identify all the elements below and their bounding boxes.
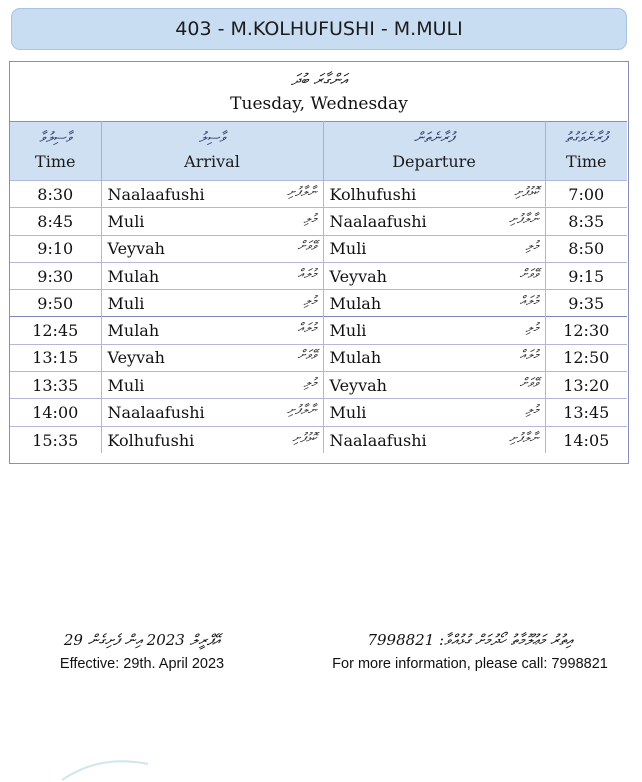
arrival-cell bbox=[101, 208, 323, 235]
schedule-row bbox=[10, 208, 627, 235]
departure-time-cell: 13:20 bbox=[545, 372, 627, 399]
departure-cell bbox=[323, 372, 545, 399]
arrival-cell bbox=[101, 399, 323, 426]
place-name-dv: ނާލާފުށި bbox=[286, 184, 317, 200]
days-english: Tuesday, Wednesday bbox=[230, 93, 408, 114]
schedule-table bbox=[10, 121, 627, 453]
place-name-en: Veyvah bbox=[329, 266, 387, 286]
arrival-cell bbox=[101, 426, 323, 453]
departure-time-cell: 14:05 bbox=[545, 426, 627, 453]
schedule-row bbox=[10, 262, 627, 289]
departure-time-cell: 12:30 bbox=[545, 317, 627, 344]
schedule-row bbox=[10, 426, 627, 453]
header-departure-time-en: Time bbox=[566, 152, 607, 171]
departure-cell bbox=[323, 426, 545, 453]
arrival-time-cell: 14:00 bbox=[10, 399, 101, 426]
contact-info-dv: އިތުރު މަޢުލޫމާތު ހޯދުމަށް ގުޅުއްވާ: 7998821 bbox=[367, 631, 573, 649]
arrival-cell bbox=[101, 181, 323, 208]
schedule-row bbox=[10, 372, 627, 399]
header-arrival-time bbox=[10, 122, 101, 181]
place-name-dv: ވޭވަށް bbox=[519, 375, 539, 391]
effective-date-dv: 29 އޭޕްރީލް 2023 އިން ފެށިގެން bbox=[63, 631, 221, 649]
effective-date-en: Effective: 29th. April 2023 bbox=[59, 656, 225, 672]
days-dhivehi: އަންގާރަ ބުދަ bbox=[290, 69, 348, 89]
route-title-text: 403 - M.KOLHUFUSHI - M.MULI bbox=[175, 18, 463, 40]
place-name-en: Veyvah bbox=[107, 348, 165, 368]
departure-cell bbox=[323, 262, 545, 289]
place-name-en: Muli bbox=[329, 403, 367, 423]
place-name-en: Mulah bbox=[107, 266, 160, 286]
arrival-time-cell: 9:10 bbox=[10, 235, 101, 262]
arrival-cell bbox=[101, 235, 323, 262]
header-departure bbox=[323, 122, 545, 181]
place-name-en: Naalaafushi bbox=[107, 184, 205, 204]
place-name-dv: ކޮޅުފުށި bbox=[292, 430, 317, 446]
logo-swoosh-icon bbox=[60, 752, 150, 782]
place-name-dv: މުލައް bbox=[297, 266, 317, 282]
place-name-en: Naalaafushi bbox=[329, 430, 427, 450]
arrival-time-cell: 8:30 bbox=[10, 181, 101, 208]
header-arrival-dv: ވާސިލު bbox=[198, 130, 226, 146]
arrival-time-cell: 12:45 bbox=[10, 317, 101, 344]
schedule-header-row bbox=[10, 122, 627, 181]
contact-info-en: For more information, please call: 7998821 bbox=[332, 656, 608, 672]
header-arrival-en: Arrival bbox=[184, 152, 240, 171]
schedule-row bbox=[10, 344, 627, 371]
header-departure-time-dv: ފުރާނެވަގުތު bbox=[565, 130, 608, 146]
schedule-row bbox=[10, 235, 627, 262]
place-name-en: Kolhufushi bbox=[107, 430, 195, 450]
timetable-frame bbox=[9, 61, 629, 464]
place-name-dv: މުލި bbox=[303, 293, 317, 309]
effective-date bbox=[52, 630, 232, 673]
place-name-dv: މުލި bbox=[525, 321, 539, 337]
header-arrival-time-dv: ވާސިލުވާ bbox=[39, 130, 72, 146]
header-departure-en: Departure bbox=[392, 152, 476, 171]
departure-time-cell: 8:50 bbox=[545, 235, 627, 262]
departure-time-cell: 12:50 bbox=[545, 344, 627, 371]
arrival-time-cell: 13:35 bbox=[10, 372, 101, 399]
schedule-row bbox=[10, 399, 627, 426]
arrival-cell bbox=[101, 317, 323, 344]
arrival-cell bbox=[101, 372, 323, 399]
place-name-en: Veyvah bbox=[329, 375, 387, 395]
days-of-operation bbox=[10, 62, 628, 122]
place-name-en: Mulah bbox=[329, 293, 382, 313]
arrival-time-cell: 15:35 bbox=[10, 426, 101, 453]
place-name-dv: މުލި bbox=[525, 239, 539, 255]
place-name-dv: މުލި bbox=[525, 403, 539, 419]
arrival-cell bbox=[101, 344, 323, 371]
place-name-en: Mulah bbox=[329, 348, 382, 368]
place-name-dv: ވޭވަށް bbox=[519, 266, 539, 282]
contact-info bbox=[320, 630, 620, 673]
header-departure-dv: ފުރާނެތަން bbox=[413, 130, 455, 146]
arrival-cell bbox=[101, 290, 323, 317]
departure-time-cell: 9:35 bbox=[545, 290, 627, 317]
place-name-dv: ވޭވަށް bbox=[297, 239, 317, 255]
place-name-en: Muli bbox=[107, 375, 145, 395]
place-name-en: Muli bbox=[329, 239, 367, 259]
place-name-dv: މުލައް bbox=[519, 293, 539, 309]
place-name-dv: ނާލާފުށި bbox=[286, 403, 317, 419]
place-name-en: Mulah bbox=[107, 321, 160, 341]
arrival-time-cell: 13:15 bbox=[10, 344, 101, 371]
header-departure-time bbox=[545, 122, 627, 181]
place-name-en: Muli bbox=[107, 293, 145, 313]
departure-cell bbox=[323, 235, 545, 262]
place-name-en: Muli bbox=[107, 211, 145, 231]
arrival-time-cell: 9:50 bbox=[10, 290, 101, 317]
route-title bbox=[11, 8, 627, 50]
place-name-dv: މުލި bbox=[303, 375, 317, 391]
header-arrival bbox=[101, 122, 323, 181]
place-name-en: Veyvah bbox=[107, 239, 165, 259]
arrival-time-cell: 8:45 bbox=[10, 208, 101, 235]
place-name-dv: މުލި bbox=[303, 211, 317, 227]
place-name-en: Kolhufushi bbox=[329, 184, 417, 204]
place-name-dv: ނާލާފުށި bbox=[508, 430, 539, 446]
place-name-dv: ވޭވަށް bbox=[297, 348, 317, 364]
departure-time-cell: 8:35 bbox=[545, 208, 627, 235]
departure-cell bbox=[323, 290, 545, 317]
header-arrival-time-en: Time bbox=[35, 152, 76, 171]
departure-time-cell: 9:15 bbox=[545, 262, 627, 289]
schedule-body bbox=[10, 181, 627, 454]
arrival-time-cell: 9:30 bbox=[10, 262, 101, 289]
place-name-en: Muli bbox=[329, 321, 367, 341]
place-name-dv: ކޮޅުފުށި bbox=[514, 184, 539, 200]
departure-cell bbox=[323, 344, 545, 371]
place-name-en: Naalaafushi bbox=[107, 403, 205, 423]
schedule-row bbox=[10, 290, 627, 317]
place-name-dv: މުލައް bbox=[519, 348, 539, 364]
arrival-cell bbox=[101, 262, 323, 289]
schedule-row bbox=[10, 181, 627, 208]
schedule-row bbox=[10, 317, 627, 344]
departure-time-cell: 7:00 bbox=[545, 181, 627, 208]
place-name-en: Naalaafushi bbox=[329, 211, 427, 231]
departure-time-cell: 13:45 bbox=[545, 399, 627, 426]
departure-cell bbox=[323, 399, 545, 426]
departure-cell bbox=[323, 317, 545, 344]
place-name-dv: ނާލާފުށި bbox=[508, 211, 539, 227]
place-name-dv: މުލައް bbox=[297, 321, 317, 337]
departure-cell bbox=[323, 208, 545, 235]
departure-cell bbox=[323, 181, 545, 208]
